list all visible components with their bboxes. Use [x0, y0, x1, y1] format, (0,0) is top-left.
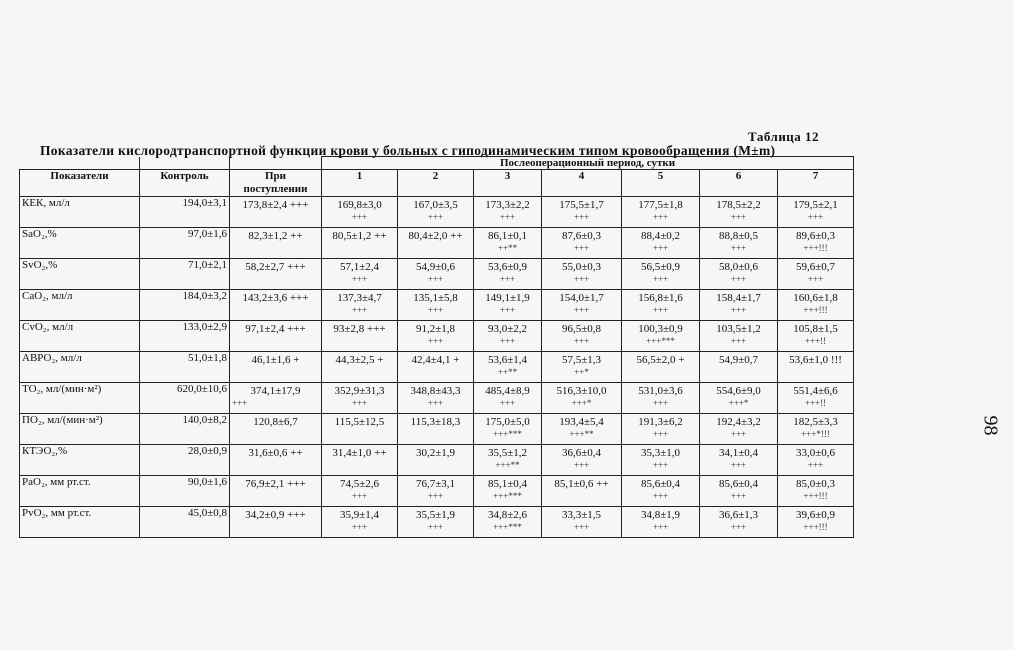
cell-value: 35,3±1,0 — [640, 447, 681, 459]
day-4-value-cell — [542, 259, 622, 290]
day-7-value-cell — [778, 414, 854, 445]
row-parameter: CvO₂, мл/л — [20, 321, 140, 352]
day-5-value-cell — [622, 290, 700, 321]
cell-value: 36,6±0,4 — [561, 447, 602, 459]
cell-value: 85,1±0,6 ++ — [554, 478, 609, 490]
row-parameter: КЕК, мл/л — [20, 197, 140, 228]
significance-marks: +++ — [499, 336, 516, 346]
control-value: 97,0±1,6 — [140, 228, 230, 259]
day-5-value-cell — [622, 197, 700, 228]
day-3-value-cell — [474, 507, 542, 538]
significance-marks: +++ — [730, 243, 747, 253]
significance-marks: +++*!!! — [801, 429, 830, 439]
cell-value: 97,1±2,4 +++ — [245, 323, 306, 335]
control-value: 51,0±1,8 — [140, 352, 230, 383]
cell-value: 57,5±1,3 — [561, 354, 602, 366]
cell-value: 58,0±0,6 — [718, 261, 759, 273]
cell-value: 76,7±3,1 — [415, 478, 456, 490]
significance-marks: +++*** — [493, 429, 522, 439]
significance-marks: +++ — [499, 212, 516, 222]
table-row — [20, 476, 854, 507]
significance-marks: +++ — [427, 305, 444, 315]
cell-value: 175,5±1,7 — [559, 199, 604, 211]
significance-marks: +++!!! — [803, 305, 828, 315]
day-5-value-cell — [622, 352, 700, 383]
day-5-value-cell — [622, 445, 700, 476]
cell-value: 85,6±0,4 — [718, 478, 759, 490]
col-header-day-1: 1 — [322, 170, 398, 197]
significance-marks: +++ — [351, 522, 368, 532]
cell-value: 96,5±0,8 — [561, 323, 602, 335]
cell-value: 156,8±1,6 — [638, 292, 683, 304]
day-1-value-cell — [322, 290, 398, 321]
day-5-value-cell — [622, 321, 700, 352]
significance-marks: +++ — [427, 212, 444, 222]
cell-value: 158,4±1,7 — [716, 292, 761, 304]
row-parameter: ТО₂, мл/(мин·м²) — [20, 383, 140, 414]
significance-marks: +++ — [807, 212, 824, 222]
significance-marks: +++ — [427, 336, 444, 346]
significance-marks: +++ — [351, 398, 368, 408]
significance-marks: +++ — [652, 460, 669, 470]
cell-value: 85,1±0,4 — [487, 478, 528, 490]
day-2-value-cell — [398, 414, 474, 445]
cell-value: 115,5±12,5 — [334, 416, 385, 428]
control-value: 90,0±1,6 — [140, 476, 230, 507]
day-3-value-cell — [474, 352, 542, 383]
day-2-value-cell — [398, 445, 474, 476]
day-2-value-cell — [398, 259, 474, 290]
cell-value: 88,4±0,2 — [640, 230, 681, 242]
day-1-value-cell — [322, 352, 398, 383]
day-3-value-cell — [474, 228, 542, 259]
day-7-value-cell — [778, 383, 854, 414]
day-1-value-cell — [322, 414, 398, 445]
cell-value: 167,0±3,5 — [413, 199, 458, 211]
day-3-value-cell — [474, 445, 542, 476]
day-6-value-cell — [700, 228, 778, 259]
significance-marks: +++*** — [493, 491, 522, 501]
admission-value-cell — [230, 507, 322, 538]
cell-value: 169,8±3,0 — [337, 199, 382, 211]
day-2-value-cell — [398, 290, 474, 321]
day-5-value-cell — [622, 507, 700, 538]
significance-marks: +++!! — [804, 336, 827, 346]
day-1-value-cell — [322, 476, 398, 507]
significance-marks: +++ — [730, 274, 747, 284]
significance-marks: +++ — [730, 460, 747, 470]
cell-value: 182,5±3,3 — [793, 416, 838, 428]
table-row — [20, 290, 854, 321]
day-4-value-cell — [542, 445, 622, 476]
significance-marks: +++ — [499, 305, 516, 315]
significance-marks: +++ — [573, 460, 590, 470]
significance-marks: +++ — [730, 305, 747, 315]
day-6-value-cell — [700, 259, 778, 290]
header-spacer — [140, 157, 230, 170]
significance-marks: ++** — [497, 243, 518, 253]
cell-value: 80,4±2,0 ++ — [408, 230, 463, 242]
cell-value: 348,8±43,3 — [410, 385, 461, 397]
cell-value: 154,0±1,7 — [559, 292, 604, 304]
significance-marks: +++ — [427, 398, 444, 408]
table-row — [20, 321, 854, 352]
cell-value: 33,0±0,6 — [796, 447, 836, 459]
cell-value: 160,6±1,8 — [793, 292, 838, 304]
cell-value: 179,5±2,1 — [793, 199, 838, 211]
cell-value: 191,3±6,2 — [638, 416, 683, 428]
row-parameter: АВРО₂, мл/л — [20, 352, 140, 383]
significance-marks: +++ — [730, 522, 747, 532]
table-title: Показатели кислородтранспортной функции крови у больных с гиподинамическим типом кровообращения (M±m) — [40, 143, 776, 158]
significance-marks: +++** — [569, 429, 594, 439]
cell-value: 31,4±1,0 ++ — [332, 447, 387, 459]
day-5-value-cell — [622, 259, 700, 290]
cell-value: 31,6±0,6 ++ — [248, 447, 303, 459]
cell-value: 149,1±1,9 — [485, 292, 530, 304]
significance-marks: +++ — [652, 398, 669, 408]
cell-value: 53,6±1,4 — [487, 354, 528, 366]
table-row — [20, 197, 854, 228]
day-1-value-cell — [322, 228, 398, 259]
day-5-value-cell — [622, 228, 700, 259]
significance-marks: +++*** — [646, 336, 675, 346]
cell-value: 35,5±1,9 — [415, 509, 456, 521]
admission-value-cell — [230, 352, 322, 383]
day-6-value-cell — [700, 321, 778, 352]
cell-value: 87,6±0,3 — [561, 230, 602, 242]
cell-value: 59,6±0,7 — [796, 261, 836, 273]
significance-marks: +++ — [573, 243, 590, 253]
day-3-value-cell — [474, 197, 542, 228]
cell-value: 89,6±0,3 — [796, 230, 836, 242]
row-parameter: ПО₂, мл/(мин·м²) — [20, 414, 140, 445]
cell-value: 56,5±2,0 + — [636, 354, 685, 366]
cell-value: 55,0±0,3 — [561, 261, 602, 273]
admission-value-cell — [230, 445, 322, 476]
day-5-value-cell — [622, 383, 700, 414]
admission-value-cell — [230, 197, 322, 228]
table-row — [20, 383, 854, 414]
cell-value: 80,5±1,2 ++ — [332, 230, 387, 242]
significance-marks: +++ — [499, 274, 516, 284]
significance-marks: +++ — [807, 460, 824, 470]
day-2-value-cell — [398, 321, 474, 352]
cell-value: 36,6±1,3 — [718, 509, 759, 521]
day-5-value-cell — [622, 476, 700, 507]
table-body — [20, 197, 854, 538]
cell-value: 34,1±0,4 — [718, 447, 759, 459]
cell-value: 178,5±2,2 — [716, 199, 761, 211]
significance-marks: +++ — [652, 274, 669, 284]
col-header-day-6: 6 — [700, 170, 778, 197]
cell-value: 193,4±5,4 — [559, 416, 604, 428]
significance-marks: +++!!! — [803, 522, 828, 532]
col-header-admission: При поступлении — [230, 170, 322, 197]
day-7-value-cell — [778, 321, 854, 352]
day-1-value-cell — [322, 197, 398, 228]
significance-marks: +++ — [652, 305, 669, 315]
significance-marks: +++** — [495, 460, 520, 470]
significance-marks: +++* — [728, 398, 749, 408]
day-3-value-cell — [474, 290, 542, 321]
cell-value: 85,6±0,4 — [640, 478, 681, 490]
control-value: 133,0±2,9 — [140, 321, 230, 352]
table-row — [20, 507, 854, 538]
postop-header: Послеоперационный период, сутки — [322, 157, 854, 170]
cell-value: 175,0±5,0 — [485, 416, 530, 428]
row-parameter: PaO₂, мм рт.ст. — [20, 476, 140, 507]
cell-value: 34,8±1,9 — [640, 509, 681, 521]
control-value: 194,0±3,1 — [140, 197, 230, 228]
page-number: 98 — [979, 415, 1002, 436]
day-7-value-cell — [778, 507, 854, 538]
day-6-value-cell — [700, 507, 778, 538]
table-row — [20, 352, 854, 383]
significance-marks: +++ — [652, 429, 669, 439]
cell-value: 177,5±1,8 — [638, 199, 683, 211]
significance-marks: +++ — [652, 243, 669, 253]
cell-value: 137,3±4,7 — [337, 292, 382, 304]
row-parameter: PvO₂, мм рт.ст. — [20, 507, 140, 538]
significance-marks: +++ — [351, 305, 368, 315]
cell-value: 57,1±2,4 — [339, 261, 380, 273]
cell-value: 33,3±1,5 — [561, 509, 602, 521]
control-value: 28,0±0,9 — [140, 445, 230, 476]
significance-marks: +++ — [573, 336, 590, 346]
day-3-value-cell — [474, 383, 542, 414]
day-3-value-cell — [474, 476, 542, 507]
day-7-value-cell — [778, 228, 854, 259]
significance-marks: +++ — [351, 491, 368, 501]
control-value: 71,0±2,1 — [140, 259, 230, 290]
cell-value: 30,2±1,9 — [415, 447, 456, 459]
cell-value: 76,9±2,1 +++ — [245, 478, 306, 490]
day-4-value-cell — [542, 476, 622, 507]
significance-marks: +++ — [573, 522, 590, 532]
table-row — [20, 259, 854, 290]
cell-value: 53,6±0,9 — [487, 261, 528, 273]
day-1-value-cell — [322, 383, 398, 414]
col-header-day-4: 4 — [542, 170, 622, 197]
cell-value: 143,2±3,6 +++ — [242, 292, 309, 304]
significance-marks: +++ — [652, 212, 669, 222]
day-2-value-cell — [398, 507, 474, 538]
cell-value: 91,2±1,8 — [415, 323, 456, 335]
day-2-value-cell — [398, 352, 474, 383]
cell-value: 88,8±0,5 — [718, 230, 759, 242]
cell-value: 93±2,8 +++ — [333, 323, 386, 335]
significance-marks: +++ — [573, 274, 590, 284]
day-6-value-cell — [700, 290, 778, 321]
cell-value: 85,0±0,3 — [796, 478, 836, 490]
table-row — [20, 445, 854, 476]
row-parameter: КТЭО₂,% — [20, 445, 140, 476]
day-6-value-cell — [700, 445, 778, 476]
table-row — [20, 228, 854, 259]
day-4-value-cell — [542, 352, 622, 383]
row-parameter: SaO₂,% — [20, 228, 140, 259]
table-row — [20, 414, 854, 445]
cell-value: 352,9±31,3 — [334, 385, 385, 397]
cell-value: 374,1±17,9 — [250, 385, 301, 397]
day-2-value-cell — [398, 197, 474, 228]
control-value: 140,0±8,2 — [140, 414, 230, 445]
cell-value: 35,5±1,2 — [487, 447, 528, 459]
day-6-value-cell — [700, 352, 778, 383]
significance-marks: +++ — [730, 212, 747, 222]
day-5-value-cell — [622, 414, 700, 445]
day-6-value-cell — [700, 476, 778, 507]
day-4-value-cell — [542, 228, 622, 259]
cell-value: 82,3±1,2 ++ — [248, 230, 303, 242]
cell-value: 42,4±4,1 + — [411, 354, 460, 366]
significance-marks: +++ — [730, 336, 747, 346]
cell-value: 74,5±2,6 — [339, 478, 380, 490]
cell-value: 531,0±3,6 — [638, 385, 683, 397]
row-parameter: CaO₂, мл/л — [20, 290, 140, 321]
cell-value: 58,2±2,7 +++ — [245, 261, 306, 273]
cell-value: 120,8±6,7 — [253, 416, 298, 428]
significance-marks: +++!!! — [803, 491, 828, 501]
day-1-value-cell — [322, 259, 398, 290]
col-header-param: Показатели — [20, 170, 140, 197]
day-2-value-cell — [398, 383, 474, 414]
cell-value: 39,6±0,9 — [796, 509, 836, 521]
cell-value: 485,4±8,9 — [485, 385, 530, 397]
admission-value-cell — [230, 476, 322, 507]
significance-marks: +++ — [427, 274, 444, 284]
cell-value: 93,0±2,2 — [487, 323, 528, 335]
admission-value-cell — [230, 259, 322, 290]
cell-value: 516,3±10,0 — [556, 385, 607, 397]
header-spacer — [230, 157, 322, 170]
day-1-value-cell — [322, 445, 398, 476]
cell-value: 54,9±0,6 — [415, 261, 456, 273]
admission-value-cell — [230, 290, 322, 321]
day-3-value-cell — [474, 259, 542, 290]
row-parameter: SvO₂,% — [20, 259, 140, 290]
significance-marks: +++ — [427, 522, 444, 532]
significance-marks: +++ — [499, 398, 516, 408]
cell-value: 54,9±0,7 — [718, 354, 759, 366]
significance-marks: +++ — [652, 522, 669, 532]
day-6-value-cell — [700, 414, 778, 445]
cell-value: 100,3±0,9 — [638, 323, 683, 335]
day-3-value-cell — [474, 414, 542, 445]
cell-value: 53,6±1,0 !!! — [789, 354, 842, 366]
significance-marks: +++ — [730, 491, 747, 501]
significance-marks: +++* — [571, 398, 592, 408]
cell-value: 105,8±1,5 — [793, 323, 838, 335]
table-label: Таблица 12 — [748, 129, 820, 144]
col-header-day-5: 5 — [622, 170, 700, 197]
significance-marks: +++ — [573, 305, 590, 315]
day-7-value-cell — [778, 445, 854, 476]
day-4-value-cell — [542, 290, 622, 321]
control-value: 45,0±0,8 — [140, 507, 230, 538]
day-1-value-cell — [322, 507, 398, 538]
admission-value-cell — [230, 321, 322, 352]
control-value: 184,0±3,2 — [140, 290, 230, 321]
admission-value-cell — [230, 414, 322, 445]
significance-marks: +++ — [351, 212, 368, 222]
cell-value: 554,6±9,0 — [716, 385, 761, 397]
day-4-value-cell — [542, 414, 622, 445]
cell-value: 34,2±0,9 +++ — [245, 509, 306, 521]
col-header-day-2: 2 — [398, 170, 474, 197]
significance-marks: ++* — [574, 367, 589, 377]
significance-marks: +++!! — [804, 398, 827, 408]
header-spacer — [20, 157, 140, 170]
col-header-day-7: 7 — [778, 170, 854, 197]
day-7-value-cell — [778, 259, 854, 290]
col-header-control: Контроль — [140, 170, 230, 197]
cell-value: 115,3±18,3 — [410, 416, 461, 428]
significance-marks: +++ — [652, 491, 669, 501]
day-7-value-cell — [778, 290, 854, 321]
admission-value-cell — [230, 383, 322, 414]
cell-value: 135,1±5,8 — [413, 292, 458, 304]
significance-marks: +++!!! — [803, 243, 828, 253]
day-4-value-cell — [542, 507, 622, 538]
cell-value: 56,5±0,9 — [640, 261, 681, 273]
day-7-value-cell — [778, 476, 854, 507]
significance-marks: ++** — [497, 367, 518, 377]
significance-marks: +++ — [232, 398, 248, 408]
cell-value: 44,3±2,5 + — [335, 354, 384, 366]
cell-value: 46,1±1,6 + — [251, 354, 300, 366]
cell-value: 34,8±2,6 — [487, 509, 528, 521]
significance-marks: +++ — [573, 212, 590, 222]
admission-value-cell — [230, 228, 322, 259]
significance-marks: +++ — [807, 274, 824, 284]
day-3-value-cell — [474, 321, 542, 352]
day-4-value-cell — [542, 197, 622, 228]
cell-value: 86,1±0,1 — [487, 230, 528, 242]
day-7-value-cell — [778, 352, 854, 383]
day-6-value-cell — [700, 383, 778, 414]
cell-value: 192,4±3,2 — [716, 416, 761, 428]
significance-marks: +++ — [427, 491, 444, 501]
cell-value: 103,5±1,2 — [716, 323, 761, 335]
cell-value: 551,4±6,6 — [793, 385, 838, 397]
day-6-value-cell — [700, 197, 778, 228]
day-1-value-cell — [322, 321, 398, 352]
cell-value: 35,9±1,4 — [339, 509, 380, 521]
col-header-day-3: 3 — [474, 170, 542, 197]
significance-marks: +++ — [351, 274, 368, 284]
control-value: 620,0±10,6 — [140, 383, 230, 414]
day-4-value-cell — [542, 383, 622, 414]
cell-value: 173,8±2,4 +++ — [242, 199, 309, 211]
significance-marks: +++ — [730, 429, 747, 439]
day-2-value-cell — [398, 228, 474, 259]
data-table — [19, 156, 854, 538]
significance-marks: +++*** — [493, 522, 522, 532]
day-4-value-cell — [542, 321, 622, 352]
day-2-value-cell — [398, 476, 474, 507]
day-7-value-cell — [778, 197, 854, 228]
cell-value: 173,3±2,2 — [485, 199, 530, 211]
